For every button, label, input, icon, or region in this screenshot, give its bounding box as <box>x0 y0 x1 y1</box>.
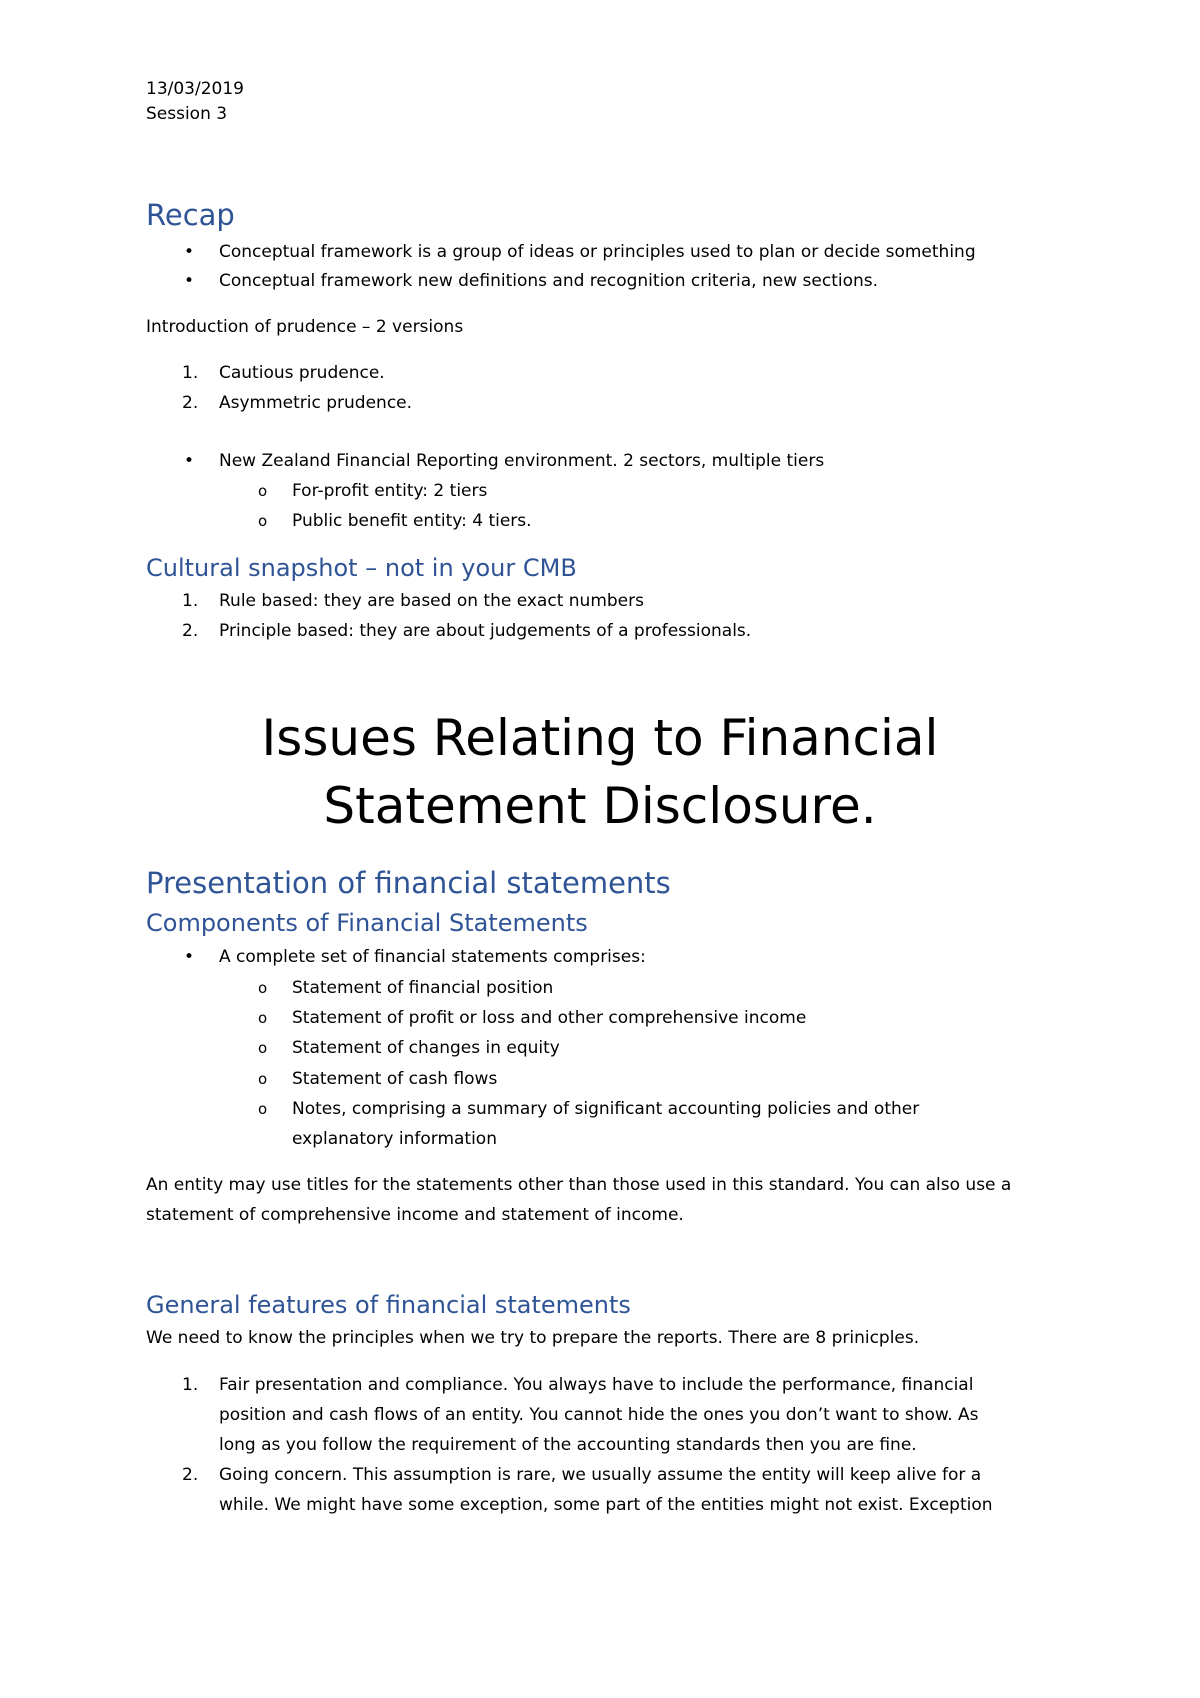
number-marker: 2. <box>182 1465 199 1485</box>
general-features-heading: General features of financial statements <box>146 1291 631 1319</box>
prudence-item-2: Asymmetric prudence. <box>219 393 413 413</box>
principle-2-line-1: Going concern. This assumption is rare, we usually assume the entity will keep alive for a <box>219 1465 982 1485</box>
bullet-marker: • <box>184 451 195 471</box>
components-heading: Components of Financial Statements <box>146 909 588 937</box>
principle-1-line-2: position and cash flows of an entity. You cannot hide the ones you don’t want to show. As <box>219 1405 979 1425</box>
component-item-5-cont: explanatory information <box>292 1129 497 1149</box>
number-marker: 2. <box>182 621 199 641</box>
bullet-marker: • <box>184 271 195 291</box>
sub-bullet-marker: o <box>258 1070 268 1088</box>
sub-bullet-marker: o <box>258 512 268 530</box>
sub-bullet-marker: o <box>258 1039 268 1057</box>
presentation-paragraph-line-2: statement of comprehensive income and statement of income. <box>146 1205 684 1225</box>
sub-bullet-marker: o <box>258 1009 268 1027</box>
number-marker: 1. <box>182 363 199 383</box>
component-item-5: Notes, comprising a summary of significant accounting policies and other <box>292 1099 920 1119</box>
presentation-heading: Presentation of financial statements <box>146 866 671 900</box>
sub-bullet-marker: o <box>258 979 268 997</box>
cultural-item-2: Principle based: they are about judgements of a professionals. <box>219 621 752 641</box>
prudence-item-1: Cautious prudence. <box>219 363 385 383</box>
component-item-2: Statement of profit or loss and other comprehensive income <box>292 1008 807 1028</box>
cultural-item-1: Rule based: they are based on the exact numbers <box>219 591 644 611</box>
header-date: 13/03/2019 <box>146 79 244 99</box>
component-item-1: Statement of financial position <box>292 978 554 998</box>
presentation-paragraph-line-1: An entity may use titles for the statements other than those used in this standard. You can also use a <box>146 1175 1012 1195</box>
nz-bullet: New Zealand Financial Reporting environment. 2 sectors, multiple tiers <box>219 451 825 471</box>
cultural-heading: Cultural snapshot – not in your CMB <box>146 554 577 582</box>
number-marker: 1. <box>182 1375 199 1395</box>
component-item-4: Statement of cash flows <box>292 1069 498 1089</box>
bullet-marker: • <box>184 242 195 262</box>
bullet-marker: • <box>184 947 195 967</box>
components-bullet: A complete set of financial statements comprises: <box>219 947 646 967</box>
prudence-intro: Introduction of prudence – 2 versions <box>146 317 464 337</box>
document-title-line-2: Statement Disclosure. <box>323 777 877 835</box>
principle-1-line-3: long as you follow the requirement of the accounting standards then you are fine. <box>219 1435 917 1455</box>
header-session: Session 3 <box>146 104 228 124</box>
component-item-3: Statement of changes in equity <box>292 1038 560 1058</box>
recap-heading: Recap <box>146 198 235 232</box>
number-marker: 2. <box>182 393 199 413</box>
principle-1-line-1: Fair presentation and compliance. You always have to include the performance, financial <box>219 1375 974 1395</box>
principle-2-line-2: while. We might have some exception, some part of the entities might not exist. Exception <box>219 1495 993 1515</box>
recap-bullet-2: Conceptual framework new definitions and recognition criteria, new sections. <box>219 271 879 291</box>
general-features-intro: We need to know the principles when we try to prepare the reports. There are 8 prinicples. <box>146 1328 920 1348</box>
number-marker: 1. <box>182 591 199 611</box>
sub-bullet-marker: o <box>258 482 268 500</box>
sub-bullet-marker: o <box>258 1100 268 1118</box>
document-title-line-1: Issues Relating to Financial <box>261 709 939 767</box>
nz-sub-item-1: For-profit entity: 2 tiers <box>292 481 488 501</box>
recap-bullet-1: Conceptual framework is a group of ideas or principles used to plan or decide something <box>219 242 976 262</box>
nz-sub-item-2: Public benefit entity: 4 tiers. <box>292 511 532 531</box>
